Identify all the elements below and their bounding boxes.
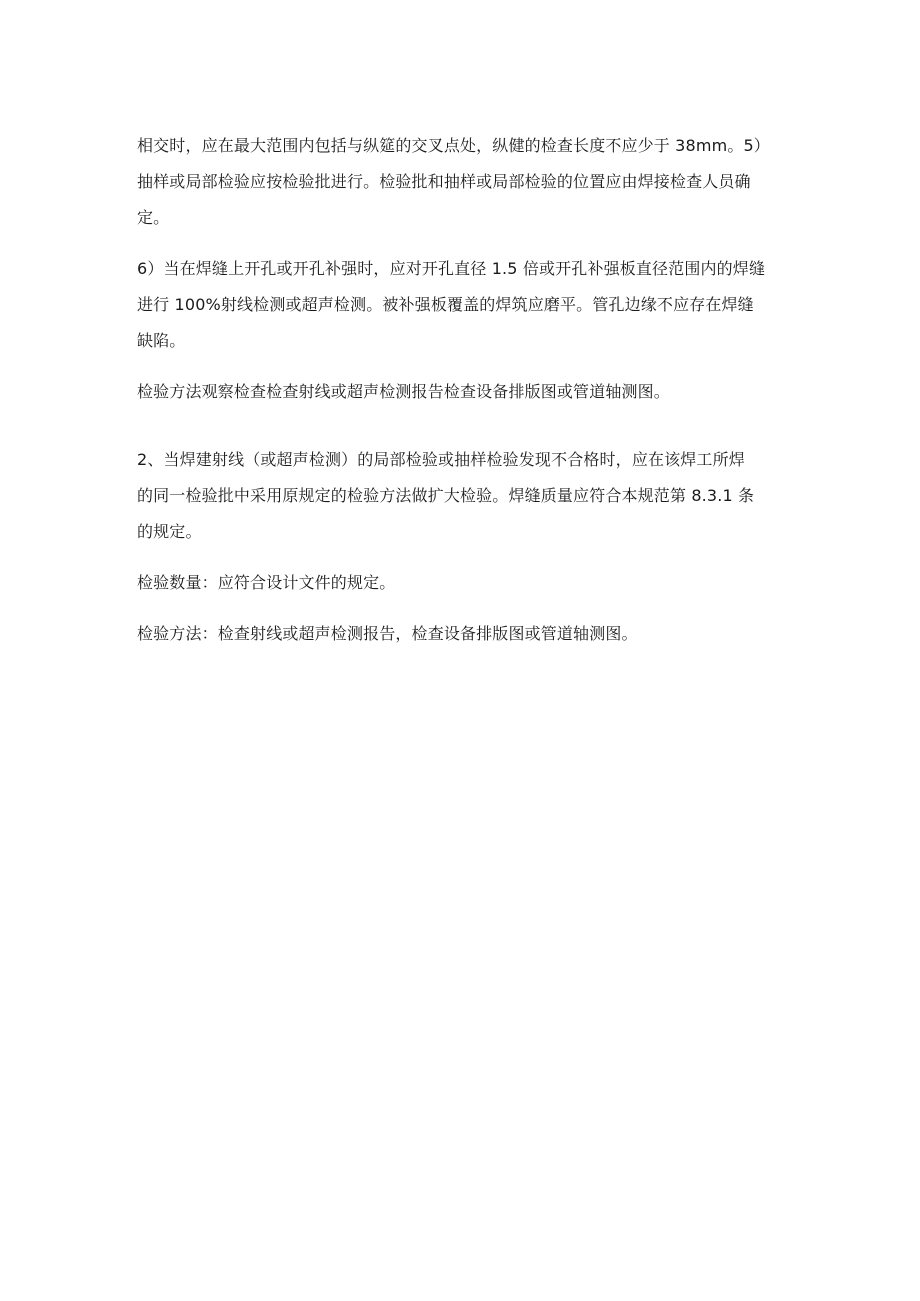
text-line: 抽样或局部检验应按检验批进行。检验批和抽样或局部检验的位置应由焊接检查人员确 (137, 172, 751, 191)
paragraph-spacer (137, 236, 787, 251)
text-line: 检验方法观察检查检查射线或超声检测报告检查设备排版图或管道轴测图。 (137, 382, 670, 401)
text-line: 6）当在焊缝上开孔或开孔补强时，应对开孔直径 1.5 倍或开孔补强板直径范围内的焊缝 (137, 259, 766, 278)
text-line: 相交时，应在最大范围内包括与纵筵的交叉点处，纵健的检查长度不应少于 38mm。5） (137, 136, 770, 155)
text-line: 的同一检验批中采用原规定的检验方法做扩大检验。焊缝质量应符合本规范第 8.3.1 条 (137, 486, 755, 505)
text-line: 检验数量：应符合设计文件的规定。 (137, 573, 396, 592)
text-line: 缺陷。 (137, 331, 186, 350)
paragraph-inspection-method-2 (137, 616, 787, 652)
paragraph-inspection-quantity (137, 565, 787, 601)
text-line: 检验方法：检查射线或超声检测报告，检查设备排版图或管道轴测图。 (137, 624, 638, 643)
paragraph-spacer (137, 550, 787, 565)
section-spacer (137, 410, 787, 442)
text-line: 进行 100%射线检测或超声检测。被补强板覆盖的焊筑应磨平。管孔边缘不应存在焊缝 (137, 295, 754, 314)
paragraph-spacer (137, 359, 787, 374)
paragraph-expanded-inspection (137, 442, 787, 550)
text-line: 定。 (137, 208, 170, 227)
paragraph-opening-reinforcement (137, 251, 787, 359)
document-body (137, 128, 787, 652)
paragraph-inspection-length (137, 128, 787, 236)
paragraph-inspection-method-1 (137, 374, 787, 410)
text-line: 的规定。 (137, 522, 202, 541)
paragraph-spacer (137, 601, 787, 616)
text-line: 2、当焊建射线（或超声检测）的局部检验或抽样检验发现不合格时，应在该焊工所焊 (137, 450, 745, 469)
